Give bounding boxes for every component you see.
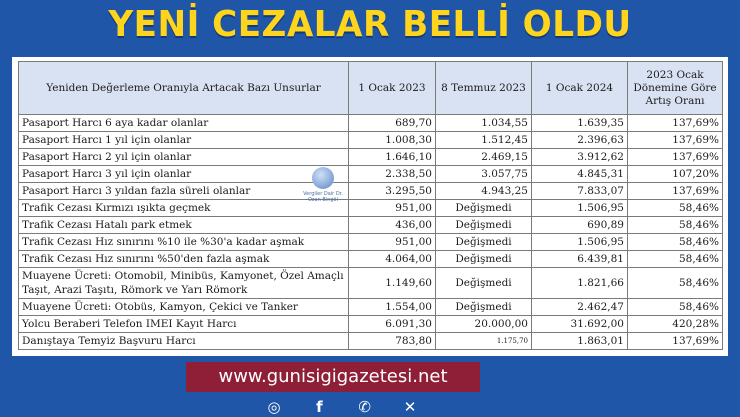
row-label: Trafik Cezası Hız sınırını %10 ile %30'a kadar aşmak [19,234,349,251]
row-value: 137,69% [628,183,723,200]
row-value: 1.149,60 [349,268,436,299]
col-header-jan-2024: 1 Ocak 2024 [532,62,628,115]
row-value: 1.646,10 [349,149,436,166]
table-row [19,132,723,149]
col-header-increase: 2023 Ocak Dönemine Göre Artış Oranı [628,62,723,115]
x-icon[interactable]: ✕ [403,398,417,416]
fees-table [18,61,723,350]
row-value: 3.912,62 [532,149,628,166]
table-row [19,316,723,333]
table-row [19,251,723,268]
table-row [19,299,723,316]
row-value: 1.512,45 [436,132,532,149]
row-value: 58,46% [628,234,723,251]
whatsapp-icon[interactable]: ✆ [358,398,371,416]
table-row [19,217,723,234]
row-value: 58,46% [628,200,723,217]
row-value: 137,69% [628,333,723,350]
row-value: 7.833,07 [532,183,628,200]
row-value: 951,00 [349,234,436,251]
row-value: 58,46% [628,251,723,268]
col-header-jul-2023: 8 Temmuz 2023 [436,62,532,115]
table-row [19,234,723,251]
row-value: 951,00 [349,200,436,217]
row-value: 1.506,95 [532,234,628,251]
row-value: 58,46% [628,268,723,299]
col-header-jan-2023: 1 Ocak 2023 [349,62,436,115]
row-value: Değişmedi [436,200,532,217]
row-value: Değişmedi [436,251,532,268]
table-row [19,200,723,217]
row-value: 2.396,63 [532,132,628,149]
row-value: 58,46% [628,217,723,234]
row-value: 689,70 [349,115,436,132]
globe-icon [312,167,334,189]
row-label: Muayene Ücreti: Otomobil, Minibüs, Kamyonet, Özel Amaçlı Taşıt, Arazi Taşıtı, Römork ve Yarı Römork [19,268,349,299]
row-value: Değişmedi [436,217,532,234]
row-value: 2.469,15 [436,149,532,166]
table-row [19,183,723,200]
row-value: 6.439,81 [532,251,628,268]
facebook-icon[interactable]: f [316,398,323,416]
row-value: 1.639,35 [532,115,628,132]
row-value: 420,28% [628,316,723,333]
row-value: 6.091,30 [349,316,436,333]
table-row [19,333,723,350]
row-value: 1.008,30 [349,132,436,149]
row-value: 436,00 [349,217,436,234]
row-value: 20.000,00 [436,316,532,333]
row-value: 2.462,47 [532,299,628,316]
row-value: 1.863,01 [532,333,628,350]
row-value: 690,89 [532,217,628,234]
row-label: Trafik Cezası Hatalı park etmek [19,217,349,234]
row-value: 4.943,25 [436,183,532,200]
row-value: Değişmedi [436,234,532,251]
row-value: 58,46% [628,299,723,316]
row-value: 4.845,31 [532,166,628,183]
row-label: Muayene Ücreti: Otobüs, Kamyon, Çekici ve Tanker [19,299,349,316]
row-label: Pasaport Harcı 3 yıl için olanlar [19,166,349,183]
table-row [19,115,723,132]
row-label: Yolcu Beraberi Telefon IMEI Kayıt Harcı [19,316,349,333]
social-icons [262,397,422,417]
instagram-icon[interactable]: ◎ [267,398,281,416]
row-value: 137,69% [628,132,723,149]
row-value: Değişmedi [436,299,532,316]
website-banner[interactable]: www.gunisigigazetesi.net [186,362,480,392]
row-value: Değişmedi [436,268,532,299]
row-value: 4.064,00 [349,251,436,268]
row-value: 1.175,70 [436,333,532,350]
row-value: 1.554,00 [349,299,436,316]
table-row [19,166,723,183]
row-value: 3.295,50 [349,183,436,200]
table-row [19,268,723,299]
logo-text: Vergiler Dair Dr. Ozan Bingöl [303,191,343,203]
row-value: 1.034,55 [436,115,532,132]
row-label: Pasaport Harcı 2 yıl için olanlar [19,149,349,166]
row-label: Pasaport Harcı 6 aya kadar olanlar [19,115,349,132]
row-value: 2.338,50 [349,166,436,183]
row-value: 107,20% [628,166,723,183]
headline: YENİ CEZALAR BELLİ OLDU [108,4,632,45]
row-value: 3.057,75 [436,166,532,183]
watermark-logo [302,167,344,215]
row-value: 137,69% [628,149,723,166]
row-value: 1.506,95 [532,200,628,217]
row-value: 31.692,00 [532,316,628,333]
row-value: 783,80 [349,333,436,350]
table-row [19,149,723,166]
row-label: Pasaport Harcı 1 yıl için olanlar [19,132,349,149]
col-header-item: Yeniden Değerleme Oranıyla Artacak Bazı Unsurlar [19,62,349,115]
table-body [19,115,723,350]
row-label: Danıştaya Temyiz Başvuru Harcı [19,333,349,350]
table-image [12,57,728,356]
row-label: Trafik Cezası Kırmızı ışıkta geçmek [19,200,349,217]
row-value: 1.821,66 [532,268,628,299]
row-label: Trafik Cezası Hız sınırını %50'den fazla aşmak [19,251,349,268]
row-label: Pasaport Harcı 3 yıldan fazla süreli olanlar [19,183,349,200]
row-value: 137,69% [628,115,723,132]
